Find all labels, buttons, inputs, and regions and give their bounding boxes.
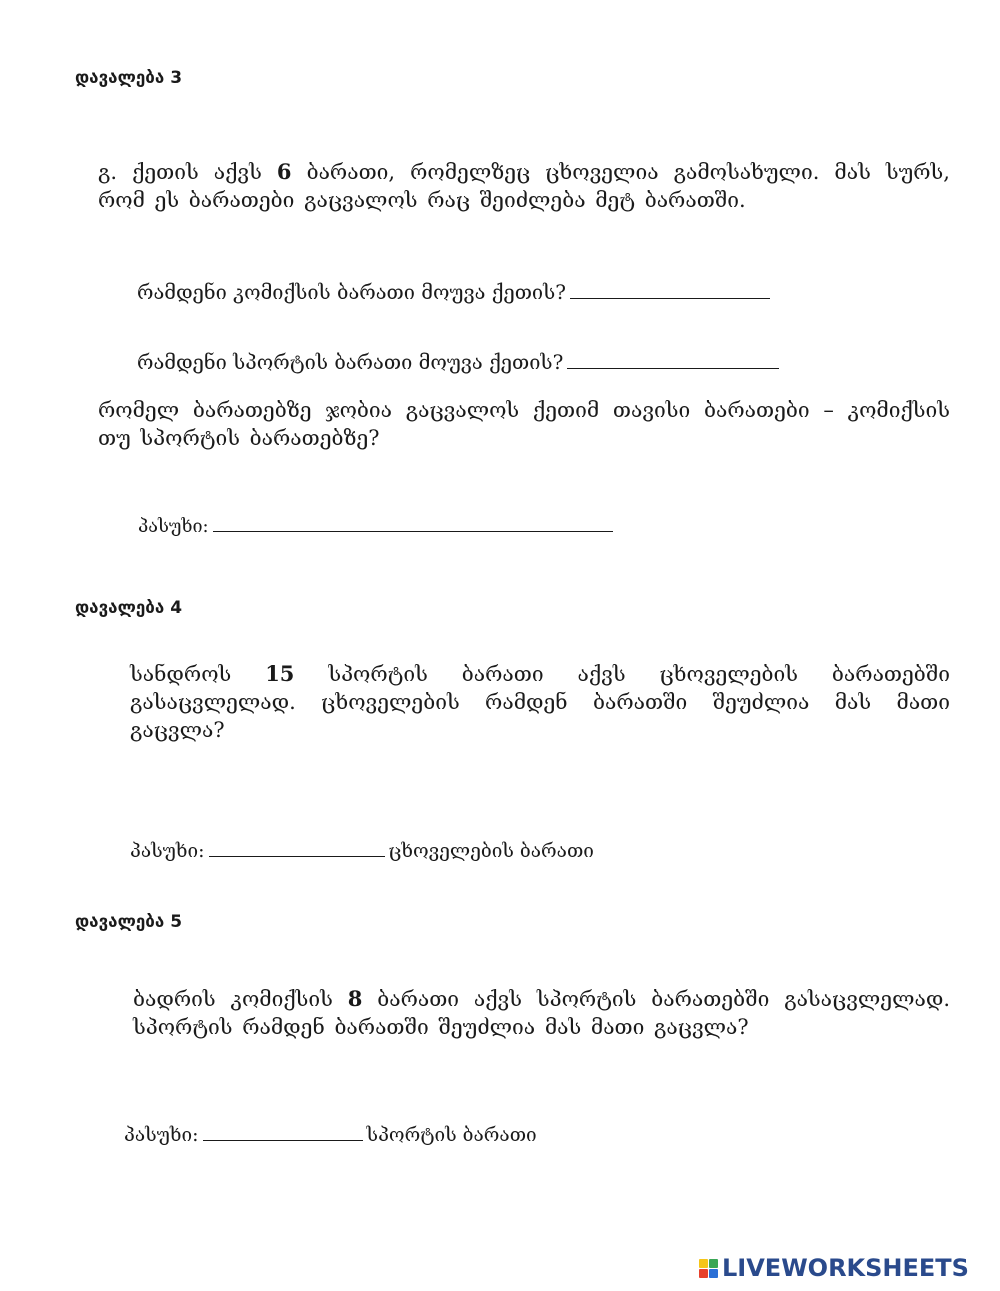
task-3-intro-prefix: გ. ქეთის აქვს [98, 160, 277, 184]
task-4-answer-row [130, 840, 594, 862]
logo-square-2 [709, 1259, 718, 1268]
task-3-question-1-text: რამდენი კომიქსის ბარათი მოუვა ქეთის? [137, 280, 566, 304]
liveworksheets-logo [699, 1256, 969, 1280]
task-4-answer-unit: ცხოველების ბარათი [388, 840, 594, 862]
task-3-intro-suffix: ბარათი, რომელზეც ცხოველია გამოსახული. მას სურს, რომ ეს ბარათები გაცვალოს რაც შეიძლება მეტ ბარათში. [98, 160, 950, 212]
logo-square-1 [699, 1259, 708, 1268]
task-4-answer-blank[interactable] [209, 855, 385, 857]
task-3-question-3: რომელ ბარათებზე ჯობია გაცვალოს ქეთიმ თავისი ბარათები – კომიქსის თუ სპორტის ბარათებზე? [98, 398, 950, 450]
logo-square-3 [699, 1269, 708, 1278]
logo-square-4 [709, 1269, 718, 1278]
task-3-question-2-text: რამდენი სპორტის ბარათი მოუვა ქეთის? [137, 350, 564, 374]
task-3-intro [98, 158, 950, 214]
task-5-answer-row [124, 1124, 537, 1146]
task-5-answer-label: პასუხი: [124, 1124, 199, 1146]
task-3-answer-blank[interactable] [213, 530, 613, 532]
task-4-card-count: 15 [265, 661, 295, 686]
logo-text: LIVEWORKSHEETS [722, 1254, 969, 1282]
task-3-answer-row [138, 516, 617, 537]
logo-grid-icon [699, 1259, 718, 1278]
task-5-text-prefix: ბადრის კომიქსის [133, 987, 348, 1011]
task-4-text-prefix: სანდროს [130, 662, 266, 686]
task-3-heading: დავალება 3 [75, 68, 183, 88]
task-3-question-2 [137, 350, 783, 374]
task-5-text-suffix: ბარათი აქვს სპორტის ბარათებში გასაცვლელად. სპორტის რამდენ ბარათში შეუძლია მას მათი გაცვლა? [133, 987, 950, 1039]
task-3-question-1 [137, 280, 774, 304]
task-3-answer-1-blank[interactable] [570, 297, 770, 299]
task-4-text-suffix: სპორტის ბარათი აქვს ცხოველების ბარათებში გასაცვლელად. ცხოველების რამდენ ბარათში შეუძლია მას მათი გაცვლა? [130, 662, 950, 742]
task-4-text [130, 660, 950, 744]
task-4-answer-label: პასუხი: [130, 840, 205, 862]
task-5-answer-blank[interactable] [203, 1139, 363, 1141]
task-4-heading: დავალება 4 [75, 598, 183, 618]
task-3-answer-2-blank[interactable] [567, 367, 779, 369]
task-3-card-count: 6 [276, 159, 292, 184]
task-5-answer-unit: სპორტის ბარათი [366, 1124, 537, 1146]
task-5-heading: დავალება 5 [75, 912, 183, 932]
task-5-text [133, 985, 950, 1041]
task-5-card-count: 8 [347, 986, 363, 1011]
task-3-answer-label: პასუხი: [138, 516, 209, 537]
